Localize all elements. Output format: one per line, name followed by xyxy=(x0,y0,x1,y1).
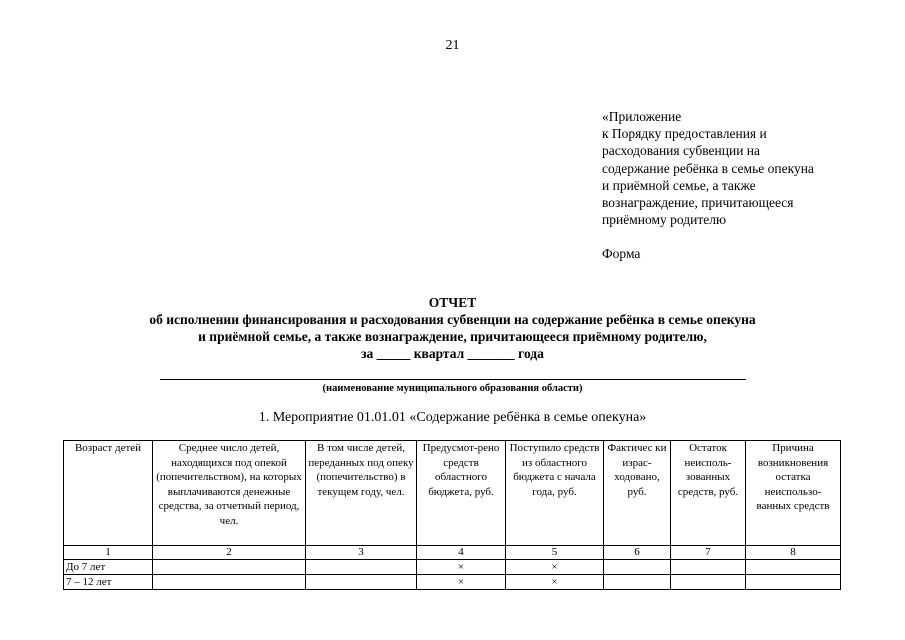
column-header: Поступило средств из областного бюджета с начала года, руб. xyxy=(506,441,604,546)
report-subtitle-line: и приёмной семье, а также вознаграждение, причитающееся приёмному родителю, xyxy=(198,329,707,344)
appendix-line: содержание ребёнка в семье опекуна xyxy=(602,160,814,176)
column-number: 5 xyxy=(506,546,604,560)
form-label: Форма xyxy=(602,246,641,262)
column-header: Причина возникновения остатка неиспользо-ванных средств xyxy=(746,441,841,546)
appendix-line: к Порядку предоставления и xyxy=(602,126,767,142)
appendix-note xyxy=(602,108,862,263)
org-name-caption: (наименование муниципального образования области) xyxy=(322,383,583,394)
table-cell: 7 – 12 лет xyxy=(64,575,153,590)
page-number: 21 xyxy=(445,38,460,53)
table-cell: До 7 лет xyxy=(64,560,153,575)
appendix-line: расходования субвенции на xyxy=(602,143,761,159)
report-heading: ОТЧЕТ xyxy=(428,295,477,310)
report-title xyxy=(0,294,905,362)
table-cell: × xyxy=(417,575,506,590)
column-number: 2 xyxy=(153,546,306,560)
column-header: Фактичес ки израс-ходовано, руб. xyxy=(604,441,671,546)
table-cell: × xyxy=(417,560,506,575)
column-number: 8 xyxy=(746,546,841,560)
column-number: 7 xyxy=(671,546,746,560)
table-cell: × xyxy=(506,560,604,575)
column-header: Возраст детей xyxy=(64,441,153,546)
table-cell xyxy=(746,560,841,575)
appendix-line: «Приложение xyxy=(602,109,682,124)
appendix-line: и приёмной семье, а также xyxy=(602,177,756,193)
column-header: Предусмот-рено средств областного бюджета, руб. xyxy=(417,441,506,546)
column-header: Остаток неисполь-зованных средств, руб. xyxy=(671,441,746,546)
table-cell xyxy=(306,560,417,575)
column-number: 3 xyxy=(306,546,417,560)
table-cell xyxy=(671,560,746,575)
column-header: Среднее число детей, находящихся под опекой (попечительством), на которых выплачиваются денежные средства, за отчетный период, чел. xyxy=(153,441,306,546)
column-number-row xyxy=(64,546,841,560)
table-cell xyxy=(604,560,671,575)
table-cell xyxy=(306,575,417,590)
table-cell xyxy=(746,575,841,590)
table-cell xyxy=(671,575,746,590)
table-row xyxy=(64,560,841,575)
appendix-line: вознаграждение, причитающееся xyxy=(602,195,794,211)
column-header: В том числе детей, переданных под опеку (попечительство) в текущем году, чел. xyxy=(306,441,417,546)
column-number: 1 xyxy=(64,546,153,560)
appendix-line: приёмному родителю xyxy=(602,212,727,228)
column-number: 4 xyxy=(417,546,506,560)
table-cell xyxy=(604,575,671,590)
org-name-line xyxy=(160,379,746,380)
table-row xyxy=(64,575,841,590)
section-heading: 1. Мероприятие 01.01.01 «Содержание ребёнка в семье опекуна» xyxy=(258,410,647,425)
table-cell xyxy=(153,575,306,590)
table-cell: × xyxy=(506,575,604,590)
column-number: 6 xyxy=(604,546,671,560)
table-cell xyxy=(153,560,306,575)
table-header-row xyxy=(64,441,841,546)
report-table xyxy=(63,440,841,590)
report-period-line: за _____ квартал _______ года xyxy=(361,346,544,361)
report-subtitle-line: об исполнении финансирования и расходования субвенции на содержание ребёнка в семье опекуна xyxy=(149,312,756,327)
